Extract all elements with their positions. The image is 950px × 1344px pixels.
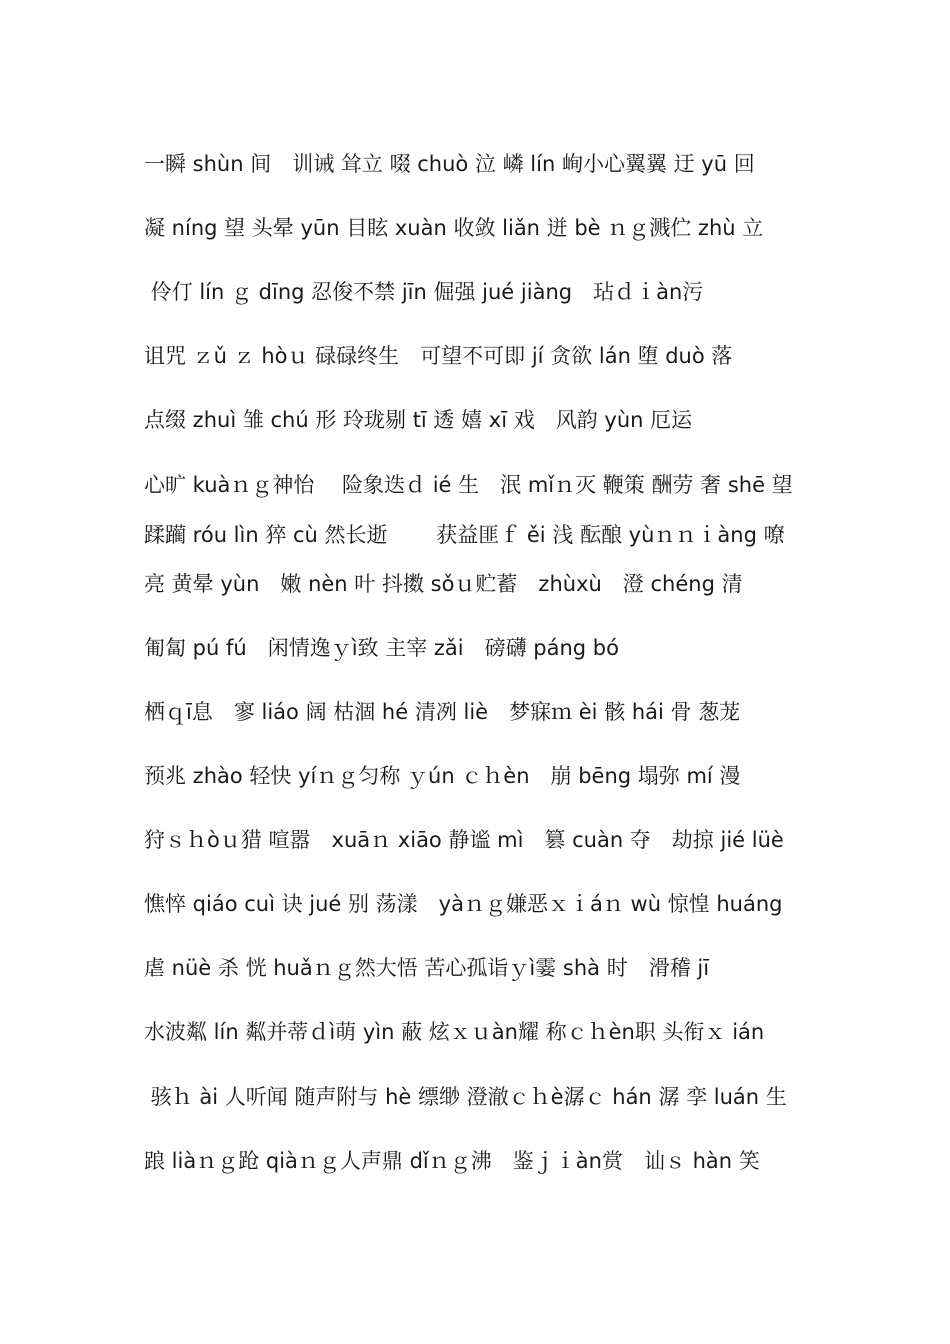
vocab-line-6: 心旷 kuàｎｇ神怡 险象迭ｄ ié 生 泯 mǐｎ灭 鞭策 酬劳 奢 shē 望 bbox=[144, 473, 793, 497]
vocab-line-10: 栖ｑī息 寥 liáo 阔 枯涸 hé 清冽 liè 梦寐ｍ èi 骸 hái 骨 葱茏 bbox=[144, 700, 741, 724]
vocab-line-14: 虐 nüè 杀 恍 huǎｎｇ然大悟 苦心孤诣ｙì霎 shà 时 滑稽 jī bbox=[144, 956, 710, 980]
vocab-line-12: 狩ｓｈòｕ猎 喧嚣 xuāｎ xiāo 静谧 mì 篡 cuàn 夺 劫掠 jié lüè bbox=[144, 828, 784, 852]
vocab-line-5: 点缀 zhuì 雏 chú 形 玲珑剔 tī 透 嬉 xī 戏 风韵 yùn 厄运 bbox=[144, 408, 693, 432]
vocab-line-9: 匍匐 pú fú 闲情逸ｙì致 主宰 zǎi 磅礴 páng bó bbox=[144, 636, 619, 660]
vocab-line-13: 憔悴 qiáo cuì 诀 jué 别 荡漾 yàｎｇ嫌恶ｘｉáｎ wù 惊惶 huáng bbox=[144, 892, 783, 916]
vocab-line-1: 一瞬 shùn 间 训诫 耸立 啜 chuò 泣 嶙 lín 峋小心翼翼 迂 yū 回 bbox=[144, 152, 755, 176]
vocab-line-16: 骇ｈ ài 人听闻 随声附与 hè 缥缈 澄澈ｃｈè潺ｃ hán 潺 孪 luán 生 bbox=[144, 1085, 787, 1109]
vocab-line-8: 亮 黄晕 yùn 嫩 nèn 叶 抖擞 sǒｕ贮蓄 zhùxù 澄 chéng 清 bbox=[144, 572, 743, 596]
vocab-line-17: 踉 liàｎｇ跄 qiàｎｇ人声鼎 dǐｎｇ沸 鉴ｊｉàn赏 讪ｓ hàn 笑 bbox=[144, 1149, 760, 1173]
vocab-line-3: 伶仃 lín ｇ dīng 忍俊不禁 jīn 倔强 jué jiàng 玷ｄｉàn污 bbox=[144, 280, 704, 304]
vocab-line-2: 凝 níng 望 头晕 yūn 目眩 xuàn 收敛 liǎn 迸 bè ｎｇ溅伫 zhù 立 bbox=[144, 216, 764, 240]
vocab-line-15: 水波粼 lín 粼并蒂ｄì萌 yìn 蔽 炫ｘｕàn耀 称ｃｈèn职 头衔ｘ ián bbox=[144, 1020, 765, 1044]
vocab-line-7: 蹂躏 róu lìn 猝 cù 然长逝 获益匪ｆ ěi 浅 酝酿 yùｎｎｉàng 嘹 bbox=[144, 523, 785, 547]
vocab-line-11: 预兆 zhào 轻快 yíｎｇ匀称 ｙún ｃｈèn 崩 bēng 塌弥 mí 漫 bbox=[144, 764, 741, 788]
vocab-line-4: 诅咒 ｚǔ ｚ hòｕ 碌碌终生 可望不可即 jí 贪欲 lán 堕 duò 落 bbox=[144, 344, 733, 368]
